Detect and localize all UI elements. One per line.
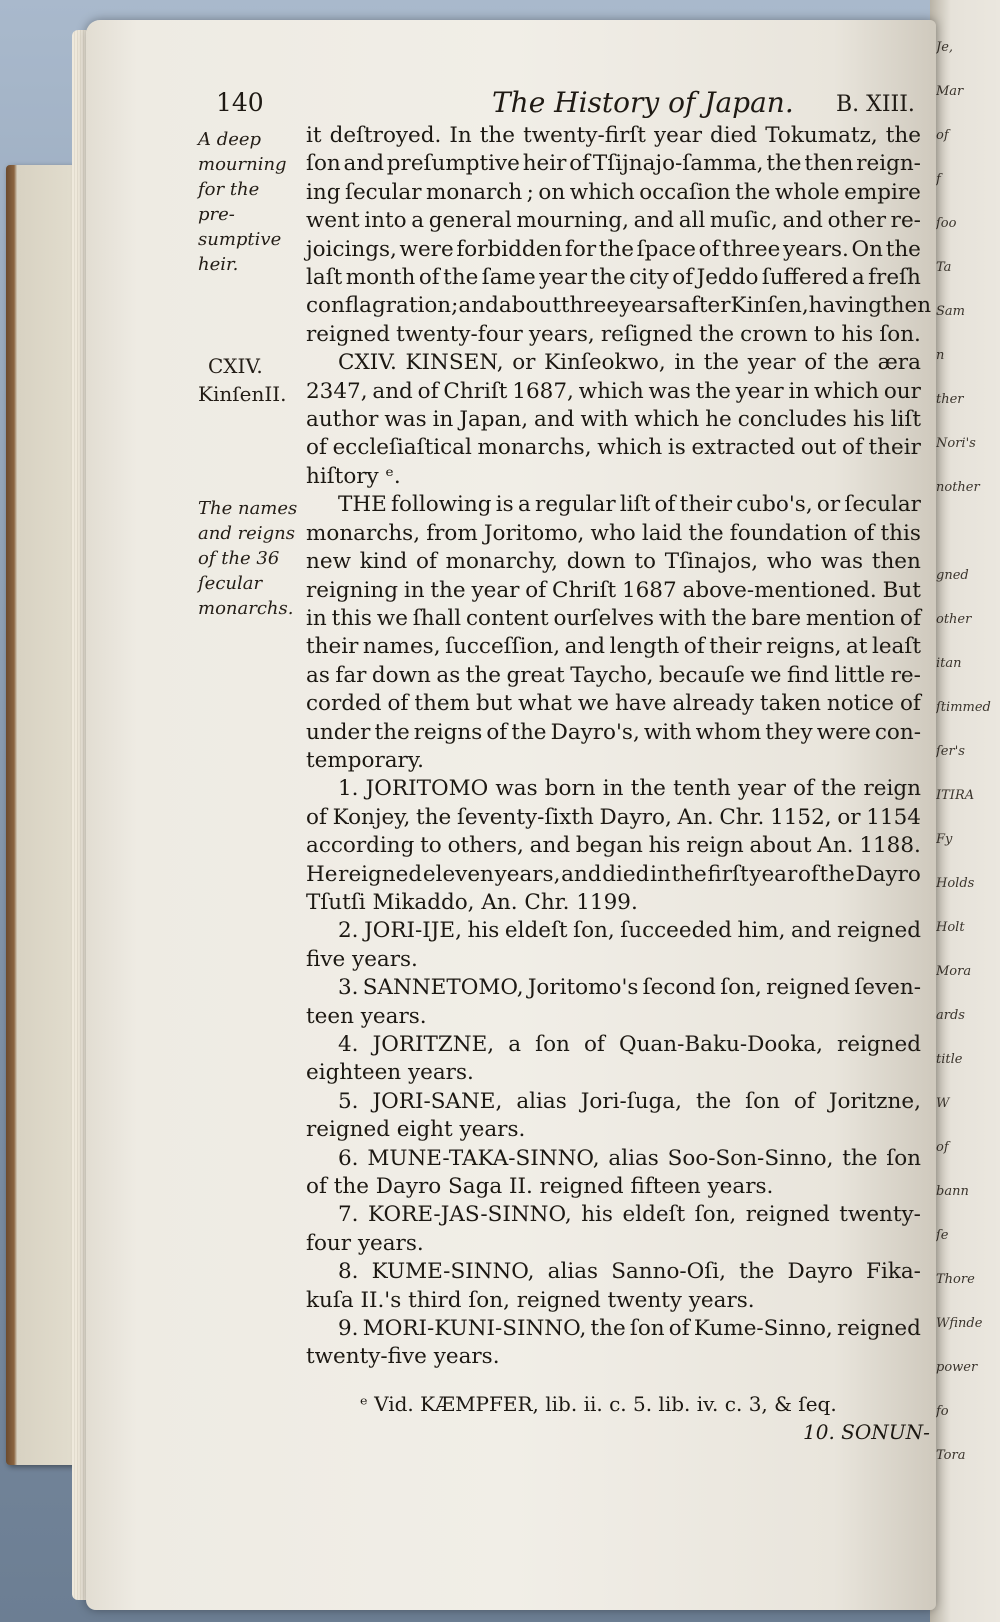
facing-page-fragment: Holds	[936, 876, 975, 891]
body-line: in this we ſhall content ourſelves with the bare mention of	[306, 605, 921, 631]
body-line: teen years.	[306, 1003, 427, 1029]
facing-page-fragment: ſoo	[936, 216, 957, 231]
sidenote-names	[198, 496, 298, 621]
body-line: ing ſecular monarch ; on which occaſion the whole empire	[306, 179, 921, 205]
body-line: monarchs, from Joritomo, who laid the foundation of this	[306, 520, 921, 546]
body-line: 6. MUNE-TAKA-SINNO, alias Soo-Son-Sinno, the ſon	[338, 1145, 921, 1171]
facing-page-fragment: Mora	[936, 964, 972, 979]
sidenote-line: KinſenII.	[198, 382, 287, 406]
sidenote-mourning	[198, 127, 298, 277]
facing-page-fragment: n	[936, 348, 945, 363]
facing-page-fragment: Ta	[936, 260, 952, 275]
body-text	[306, 122, 932, 1372]
facing-page-fragment: Je,	[936, 40, 954, 55]
body-line: 2. JORI-IJE, his eldeſt ſon, ſucceeded him, and reigned	[338, 918, 921, 944]
facing-page-fragment: ſtimmed	[936, 700, 991, 715]
sidenote-cxiv	[208, 354, 308, 379]
body-line: joicings, were forbidden for the ſpace of three years. On the	[306, 236, 921, 262]
body-line: He reigned eleven years, and died in the firſt year of the Dayro	[306, 861, 921, 887]
facing-page-fragment: nother	[936, 480, 980, 495]
body-line: author was in Japan, and with which he concludes his liſt	[306, 407, 921, 433]
facing-page-fragment: of	[936, 1140, 949, 1155]
facing-page-fragment: other	[936, 612, 972, 627]
sidenote-line: of the 36	[198, 548, 280, 569]
body-line: THE following is a regular liſt of their cubo's, or ſecular	[338, 492, 921, 518]
facing-page-fragment: fo	[936, 1404, 949, 1419]
body-line: 8. KUME-SINNO, alias Sanno-Oſi, the Dayro Fika-	[338, 1259, 921, 1285]
facing-page-fragment: power	[936, 1360, 978, 1375]
facing-page-fragment: ſer's	[936, 744, 965, 759]
facing-page-fragment: ards	[936, 1008, 965, 1023]
body-line: 9. MORI-KUNI-SINNO, the ſon of Kume-Sinno, reigned	[338, 1316, 921, 1342]
body-line: reigned twenty-four years, reſigned the crown to his ſon.	[306, 321, 921, 347]
facing-page-fragment: Thore	[936, 1272, 975, 1287]
sidenote-line: for the pre-	[198, 179, 260, 225]
sidenote-kinsen	[198, 382, 298, 407]
body-line: CXIV. KINSEN, or Kinſeokwo, in the year of the æra	[338, 350, 921, 376]
body-line: of the Dayro Saga II. reigned fifteen years.	[306, 1174, 774, 1200]
sidenote-line: ſecular	[198, 573, 263, 594]
body-line: 5. JORI-SANE, alias Jori-ſuga, the ſon of Joritzne,	[338, 1088, 921, 1114]
body-line: conflagration ; and about three years after Kinſen, having then	[306, 293, 932, 319]
body-line: eighteen years.	[306, 1060, 474, 1086]
facing-page-fragment: ITIRA	[936, 788, 975, 803]
facing-page-fragment: Wfinde	[936, 1316, 983, 1331]
facing-page-fragment: W	[936, 1096, 950, 1111]
body-line: four years.	[306, 1230, 424, 1256]
body-line: 4. JORITZNE, a ſon of Quan-Baku-Dooka, reigned	[338, 1032, 921, 1057]
body-line: new kind of monarchy, down to Tſinajos, who was then	[306, 549, 921, 575]
facing-page-right	[930, 0, 1000, 1622]
body-line: went into a general mourning, and all muſic, and other re-	[306, 208, 921, 234]
body-line: Tſutſi Mikaddo, An. Chr. 1199.	[306, 889, 638, 915]
body-line: 3. SANNETOMO, Joritomo's ſecond ſon, reigned ſeven-	[338, 975, 921, 1001]
facing-page-fragment: ſe	[936, 1228, 949, 1243]
body-line: reigning in the year of Chriſt 1687 above-mentioned. But	[306, 577, 921, 603]
body-line: five years.	[306, 946, 418, 972]
body-line: it deſtroyed. In the twenty-firſt year died Tokumatz, the	[306, 123, 921, 148]
body-line: temporary.	[306, 747, 424, 773]
body-line: twenty-five years.	[306, 1344, 500, 1370]
facing-page-fragment: gned	[936, 568, 969, 583]
running-title: The History of Japan.	[492, 86, 794, 119]
facing-page-fragment: Fy	[936, 832, 953, 847]
body-line: of eccleſiaſtical monarchs, which is extracted out of their	[306, 435, 921, 461]
facing-page-fragment: bann	[936, 1184, 969, 1199]
body-line: reigned eight years.	[306, 1117, 526, 1143]
sidenote-line: heir.	[198, 254, 239, 275]
facing-page-fragment: f	[936, 172, 941, 187]
body-line: 2347, and of Chriſt 1687, which was the year in which our	[306, 378, 921, 404]
body-line: 7. KORE-JAS-SINNO, his eldeſt ſon, reigned twenty-	[338, 1202, 921, 1228]
sidenote-line: sumptive	[198, 229, 282, 250]
facing-page-fragment: Nori's	[936, 436, 976, 451]
sidenote-line: monarchs.	[198, 598, 294, 619]
facing-page-fragment: Mar	[936, 84, 964, 99]
body-line: 1. JORITOMO was born in the tenth year of the reign	[338, 776, 921, 802]
sidenote-line: A deep	[198, 129, 262, 150]
sidenote-line: The names	[198, 498, 298, 519]
body-line: under the reigns of the Dayro's, with whom they were con-	[306, 719, 921, 745]
sidenote-line: and reigns	[198, 523, 295, 544]
facing-page-fragment: of	[936, 128, 949, 143]
facing-page-fragment: Holt	[936, 920, 965, 935]
facing-page-fragment: ther	[936, 392, 964, 407]
body-line: kuſa II.'s third ſon, reigned twenty years.	[306, 1287, 755, 1313]
body-line: of Konjey, the ſeventy-ſixth Dayro, An. Chr. 1152, or 1154	[306, 804, 921, 830]
book-reference: B. XIII.	[836, 92, 915, 117]
body-line: corded of them but what we have already taken notice of	[306, 691, 921, 717]
body-line: hiſtory ᵉ.	[306, 463, 401, 489]
facing-page-fragment: Sam	[936, 304, 965, 319]
body-line: ſon and preſumptive heir of Tſijnajo-ſamma, the then reign-	[306, 151, 921, 177]
body-line: laſt month of the ſame year the city of Jeddo ſuffered a freſh	[306, 265, 921, 291]
facing-page-fragment: itan	[936, 656, 962, 671]
facing-page-fragment: title	[936, 1052, 963, 1067]
catchword: 10. SONUN-	[803, 1420, 930, 1444]
body-line: as far down as the great Taycho, becauſe we find little re-	[306, 662, 921, 688]
body-line: according to others, and began his reign about An. 1188.	[306, 833, 921, 859]
facing-page-fragment: Tora	[936, 1448, 966, 1463]
sidenote-line: CXIV.	[208, 354, 263, 378]
page-number: 140	[216, 88, 264, 117]
footnote: ᵉ Vid. KÆMPFER, lib. ii. c. 5. lib. iv. c. 3, & ſeq.	[360, 1392, 837, 1416]
sidenote-line: mourning	[198, 154, 287, 175]
body-line: their names, ſucceſſion, and length of their reigns, at leaſt	[306, 634, 921, 660]
